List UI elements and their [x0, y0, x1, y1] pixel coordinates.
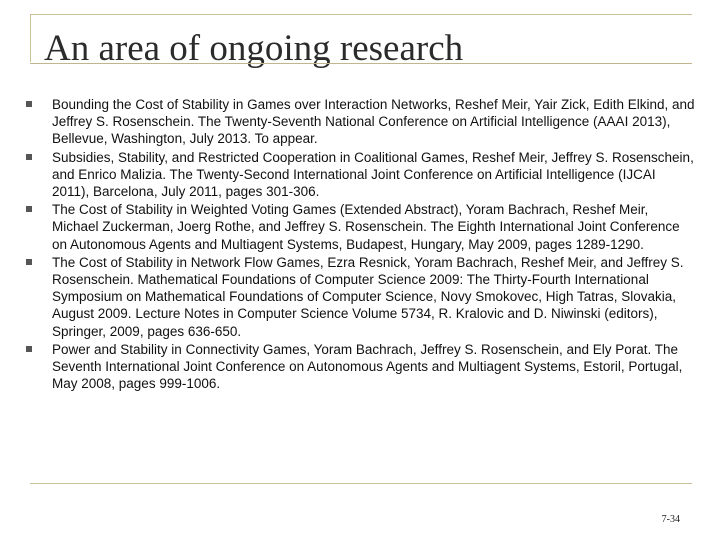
reference-text: The Cost of Stability in Network Flow Games, Ezra Resnick, Yoram Bachrach, Reshef Meir, and Jeffrey S. Rosenschein. Mathematical Foundations of Computer Science 2009: The Thirty-Fourth International Symposium on Mathematical Foundations of Computer Science, Novy Smokovec, High Tatras, Slovakia, August 2009. Lecture Notes in Computer Science Volume 5734, R. Kralovic and D. Niwinski (editors), Springer, 2009, pages 636-650. — [52, 254, 684, 339]
square-bullet-icon — [26, 154, 32, 160]
reference-item — [24, 201, 696, 253]
reference-item — [24, 254, 696, 340]
title-frame-top-line — [30, 14, 692, 15]
square-bullet-icon — [26, 259, 32, 265]
reference-item — [24, 341, 696, 393]
square-bullet-icon — [26, 101, 32, 107]
square-bullet-icon — [26, 206, 32, 212]
title-underline — [30, 63, 692, 64]
reference-text: Subsidies, Stability, and Restricted Cooperation in Coalitional Games, Reshef Meir, Jeffrey S. Rosenschein, and Enrico Malizia. The Twenty-Second International Joint Conference on Artificial Intelligence (IJCAI 2011), Barcelona, July 2011, pages 301-306. — [52, 149, 694, 200]
reference-list — [24, 96, 696, 393]
slide-title: An area of ongoing research — [44, 28, 464, 69]
reference-text: Power and Stability in Connectivity Games, Yoram Bachrach, Jeffrey S. Rosenschein, and Ely Porat. The Seventh International Joint Conference on Autonomous Agents and Multiagent Systems, Estoril, Portugal, May 2008, pages 999-1006. — [52, 341, 683, 392]
square-bullet-icon — [26, 346, 32, 352]
title-frame-left-line — [30, 14, 31, 62]
reference-item — [24, 96, 696, 148]
page-number: 7-34 — [661, 514, 680, 525]
footer-line — [30, 483, 692, 484]
reference-text: Bounding the Cost of Stability in Games over Interaction Networks, Reshef Meir, Yair Zick, Edith Elkind, and Jeffrey S. Rosenschein. The Twenty-Seventh National Conference on Artificial Intelligence (AAAI 2013), Bellevue, Washington, July 2013. To appear. — [52, 97, 695, 147]
reference-item — [24, 149, 696, 201]
reference-text: The Cost of Stability in Weighted Voting Games (Extended Abstract), Yoram Bachrach, Reshef Meir, Michael Zuckerman, Joerg Rothe, and Jeffrey S. Rosenschein. The Eighth International Joint Conference on Autonomous Agents and Multiagent Systems, Budapest, Hungary, May 2009, pages 1289-1290. — [52, 202, 680, 252]
